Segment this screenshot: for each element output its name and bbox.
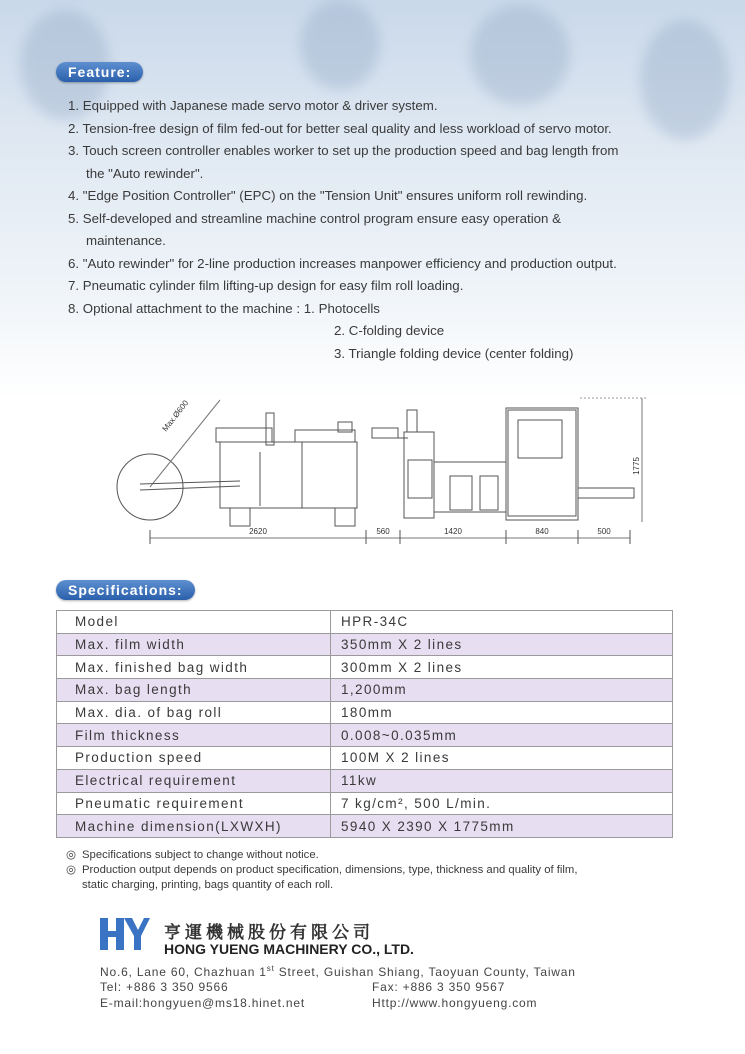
email-link[interactable]: E-mail:hongyuen@ms18.hinet.net xyxy=(100,996,305,1010)
background-figure xyxy=(300,0,380,90)
dimension-label: 2620 xyxy=(249,527,267,536)
feature-item-continued: the "Auto rewinder". xyxy=(86,165,204,181)
note-text: static charging, printing, bags quantity of each roll. xyxy=(82,879,334,891)
spec-label: Pneumatic requirement xyxy=(57,792,331,815)
machine-drawing xyxy=(110,380,655,555)
note xyxy=(66,863,577,893)
fax: Fax: +886 3 350 9567 xyxy=(372,980,506,994)
feature-item: 5. Self-developed and streamline machine control program ensure easy operation & xyxy=(68,210,562,226)
feature-heading: Feature: xyxy=(56,62,143,82)
spec-value: 1,200mm xyxy=(331,679,673,702)
spec-label: Model xyxy=(57,611,331,634)
specifications-table xyxy=(56,610,673,838)
table-row xyxy=(57,747,673,770)
spec-value: 350mm X 2 lines xyxy=(331,633,673,656)
feature-item-continued: maintenance. xyxy=(86,233,166,248)
spec-value: HPR-34C xyxy=(331,611,673,634)
spec-value: 180mm xyxy=(331,701,673,724)
spec-label: Max. film width xyxy=(57,633,331,656)
spec-value: 300mm X 2 lines xyxy=(331,656,673,679)
feature-item: 2. Tension-free design of film fed-out for better seal quality and less workload of servo motor. xyxy=(68,120,612,136)
note-marker: ◎ xyxy=(66,864,76,876)
spec-label: Machine dimension(LXWXH) xyxy=(57,815,331,838)
height-dimension-label: 1775 xyxy=(632,457,641,475)
company-address: No.6, Lane 60, Chazhuan 1st Street, Guishan Shiang, Taoyuan County, Taiwan xyxy=(100,964,576,979)
website-link[interactable]: Http://www.hongyueng.com xyxy=(372,996,538,1010)
table-row xyxy=(57,724,673,747)
dimension-label: 500 xyxy=(597,527,611,536)
company-logo xyxy=(98,914,150,954)
feature-item: 6. "Auto rewinder" for 2-line production increases manpower efficiency and production output. xyxy=(68,255,617,271)
note-text: Production output depends on product specification, dimensions, type, thickness and quality of film, xyxy=(82,864,578,876)
company-name-english: HONG YUENG MACHINERY CO., LTD. xyxy=(164,941,414,957)
table-row xyxy=(57,815,673,838)
spec-value: 0.008~0.035mm xyxy=(331,724,673,747)
table-row xyxy=(57,769,673,792)
tel: Tel: +886 3 350 9566 xyxy=(100,980,229,994)
optional-attachment-item: 2. C-folding device xyxy=(334,323,445,338)
spec-label: Film thickness xyxy=(57,724,331,747)
note-text: Specifications subject to change without notice. xyxy=(82,849,319,861)
table-row xyxy=(57,679,673,702)
spec-value: 11kw xyxy=(331,769,673,792)
feature-item: 3. Touch screen controller enables worker to set up the production speed and bag length from xyxy=(68,143,619,158)
table-row xyxy=(57,701,673,724)
spec-label: Electrical requirement xyxy=(57,769,331,792)
dimension-label: 560 xyxy=(376,527,390,536)
unit-cabinet-left xyxy=(220,442,302,508)
notes xyxy=(66,848,577,893)
table-row xyxy=(57,792,673,815)
specifications-heading: Specifications: xyxy=(56,580,195,600)
feature-item: 8. Optional attachment to the machine : 1. Photocells xyxy=(68,300,380,316)
optional-attachment-item: 3. Triangle folding device (center folding) xyxy=(334,345,574,361)
spec-value: 100M X 2 lines xyxy=(331,747,673,770)
feature-item: 7. Pneumatic cylinder film lifting-up design for easy film roll loading. xyxy=(68,278,464,293)
spec-label: Max. dia. of bag roll xyxy=(57,701,331,724)
feature-item: 1. Equipped with Japanese made servo motor & driver system. xyxy=(68,98,438,113)
table-row xyxy=(57,611,673,634)
spec-value: 7 kg/cm², 500 L/min. xyxy=(331,792,673,815)
table-row xyxy=(57,656,673,679)
spec-label: Production speed xyxy=(57,747,331,770)
background-figure xyxy=(470,5,570,105)
dimension-label: 1420 xyxy=(444,527,462,536)
roll-diameter-label: Max.Ø600 xyxy=(160,398,191,434)
spec-value: 5940 X 2390 X 1775mm xyxy=(331,815,673,838)
spec-label: Max. bag length xyxy=(57,679,331,702)
table-row xyxy=(57,633,673,656)
company-name-chinese: 亨運機械股份有限公司 xyxy=(164,923,374,942)
feature-item: 4. "Edge Position Controller" (EPC) on the "Tension Unit" ensures uniform roll rewinding. xyxy=(68,188,588,203)
feature-list xyxy=(68,95,708,365)
unit-tall xyxy=(506,408,578,520)
note xyxy=(66,848,577,863)
dimension-label: 840 xyxy=(535,527,549,536)
note-marker: ◎ xyxy=(66,849,76,861)
spec-label: Max. finished bag width xyxy=(57,656,331,679)
unit-cabinet-right xyxy=(302,442,357,508)
